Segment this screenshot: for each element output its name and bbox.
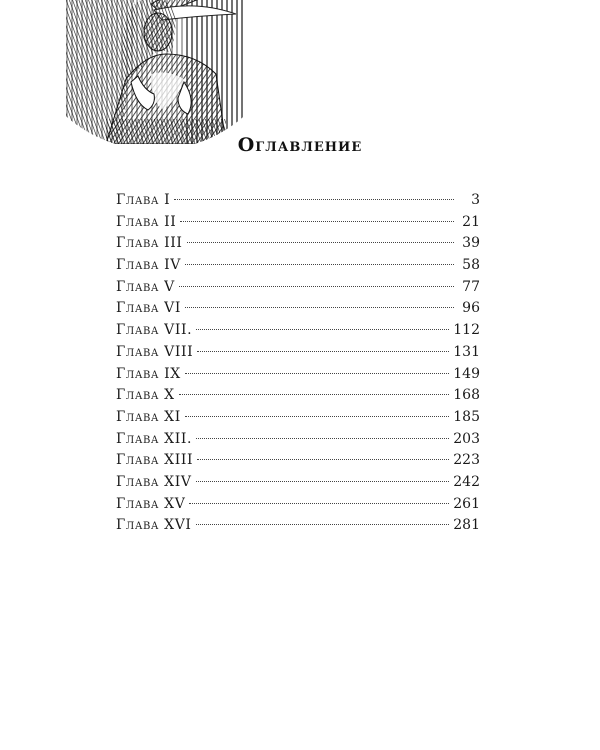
toc-entry[interactable] xyxy=(116,407,480,429)
toc-entry[interactable] xyxy=(116,472,480,494)
page-number: 39 xyxy=(462,235,480,252)
toc-entry[interactable] xyxy=(116,320,480,342)
dot-leader xyxy=(179,286,454,287)
dot-leader xyxy=(185,373,449,374)
toc-entry[interactable] xyxy=(116,233,480,255)
page-number: 203 xyxy=(453,430,480,447)
page-number: 242 xyxy=(453,473,480,490)
toc-entry[interactable] xyxy=(116,494,480,516)
dot-leader xyxy=(180,221,454,222)
toc-title: Оглавление xyxy=(237,134,363,156)
toc-entry[interactable] xyxy=(116,298,480,320)
dot-leader xyxy=(196,329,449,330)
toc-entry[interactable] xyxy=(116,364,480,386)
page-number: 112 xyxy=(453,322,480,339)
table-of-contents xyxy=(116,190,480,537)
dot-leader xyxy=(185,264,454,265)
chapter-label: Глава XI xyxy=(116,408,181,425)
chapter-label: Глава XIV xyxy=(116,473,192,490)
page-number: 131 xyxy=(453,343,480,360)
dot-leader xyxy=(197,351,449,352)
dot-leader xyxy=(196,481,450,482)
dot-leader xyxy=(197,459,449,460)
toc-entry[interactable] xyxy=(116,385,480,407)
chapter-label: Глава IV xyxy=(116,257,182,274)
toc-entry[interactable] xyxy=(116,429,480,451)
toc-entry[interactable] xyxy=(116,277,480,299)
page-number: 149 xyxy=(453,365,480,382)
toc-entry[interactable] xyxy=(116,342,480,364)
toc-entry[interactable] xyxy=(116,255,480,277)
dot-leader xyxy=(185,416,449,417)
page-number: 185 xyxy=(453,408,480,425)
toc-entry[interactable] xyxy=(116,515,480,537)
dot-leader xyxy=(196,524,450,525)
chapter-label: Глава XII. xyxy=(116,430,193,447)
chapter-label: Глава XIII xyxy=(116,452,194,469)
chapter-label: Глава X xyxy=(116,387,175,404)
chapter-label: Глава I xyxy=(116,192,171,208)
chapter-label: Глава III xyxy=(116,235,183,252)
page-number: 58 xyxy=(462,257,480,274)
dot-leader xyxy=(189,503,449,504)
page-number: 261 xyxy=(453,495,480,512)
page-number: 168 xyxy=(453,387,480,404)
chapter-label: Глава XVI xyxy=(116,517,192,534)
dot-leader xyxy=(179,394,450,395)
toc-entry[interactable] xyxy=(116,450,480,472)
toc-entry[interactable] xyxy=(116,212,480,234)
chapter-label: Глава VII. xyxy=(116,322,193,339)
page-number: 3 xyxy=(471,192,480,208)
chapter-label: Глава XV xyxy=(116,495,186,512)
chapter-label: Глава VI xyxy=(116,300,182,317)
chapter-label: Глава IX xyxy=(116,365,181,382)
dot-leader xyxy=(185,307,454,308)
dot-leader xyxy=(174,199,454,200)
chapter-label: Глава VIII xyxy=(116,343,194,360)
chapter-label: Глава II xyxy=(116,213,177,230)
page-number: 77 xyxy=(462,278,480,295)
engraved-illustration xyxy=(66,0,244,144)
dot-leader xyxy=(196,438,449,439)
chapter-label: Глава V xyxy=(116,278,175,295)
page-number: 281 xyxy=(453,517,480,534)
toc-entry[interactable] xyxy=(116,190,480,212)
page-number: 21 xyxy=(462,213,480,230)
page-number: 223 xyxy=(453,452,480,469)
page-number: 96 xyxy=(462,300,480,317)
dot-leader xyxy=(187,242,454,243)
